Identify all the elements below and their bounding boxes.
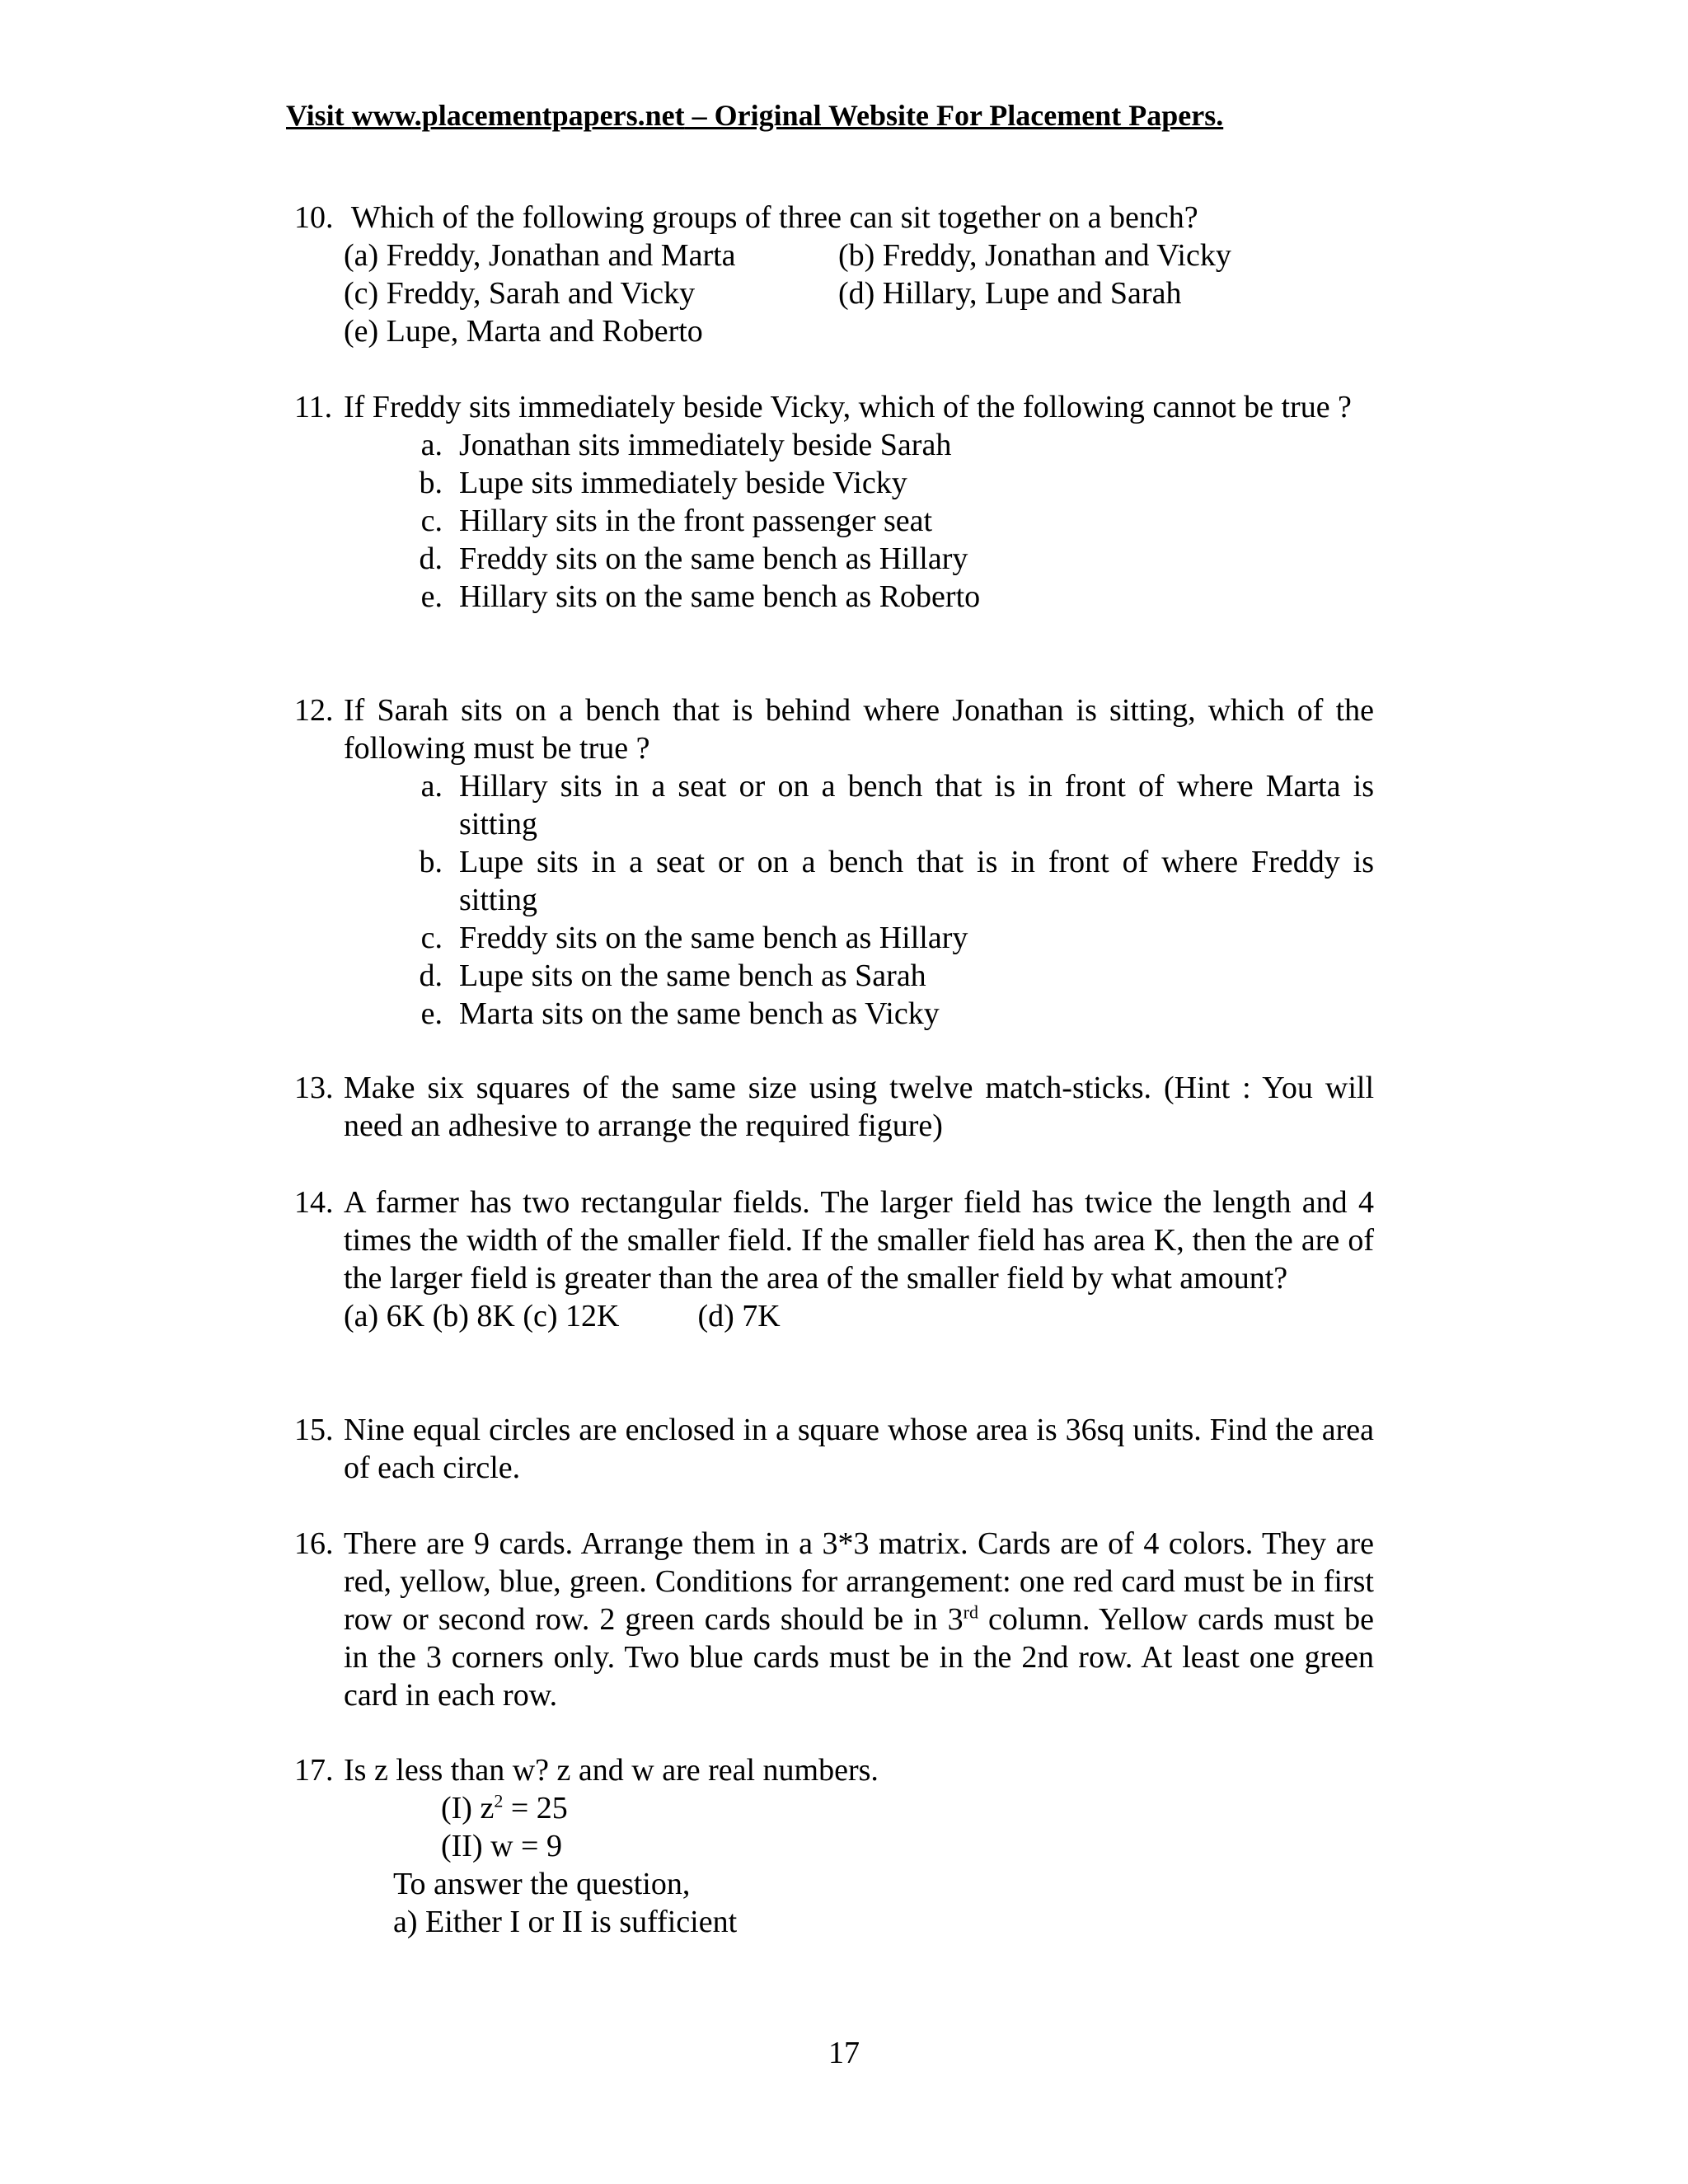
question-text-part: There are 9 cards. Arrange them in a 3*3 matrix. Cards are of 4 colors. They are red, yellow, blue, green. Conditions for arrangement: one red card must be in first row or second row. 2 green cards should be in 3 — [344, 1526, 1374, 1637]
question-15 — [294, 1411, 1374, 1487]
option-text: Hillary sits on the same bench as Roberto — [459, 579, 981, 614]
option-text: Freddy sits on the same bench as Hillary — [459, 541, 968, 576]
superscript: rd — [963, 1601, 978, 1623]
option-b: (b) Freddy, Jonathan and Vicky — [838, 238, 1231, 273]
list-item — [393, 464, 1374, 502]
option-c: (c) Freddy, Sarah and Vicky — [344, 276, 696, 311]
question-text: If Sarah sits on a bench that is behind where Jonathan is sitting, which of the following must be true ? — [344, 693, 1374, 766]
question-text: Make six squares of the same size using twelve match-sticks. (Hint : You will need an adhesive to arrange the required figure) — [344, 1071, 1374, 1143]
answer-options: (a) 6K (b) 8K (c) 12K (d) 7K — [344, 1299, 781, 1333]
option-text: Hillary sits in a seat or on a bench that is in front of where Marta is sitting — [459, 769, 1374, 841]
question-number: 11. — [294, 390, 333, 424]
question-text: Nine equal circles are enclosed in a square whose area is 36sq units. Find the area of each circle. — [344, 1413, 1374, 1485]
question-number: 17. — [294, 1753, 334, 1788]
option-a: (a) Freddy, Jonathan and Marta — [344, 238, 736, 273]
question-number: 14. — [294, 1185, 334, 1220]
question-text: A farmer has two rectangular fields. The larger field has twice the length and 4 times the width of the smaller field. If the smaller field has area K, then the are of the larger field is greater than the area of the smaller field by what amount? — [344, 1185, 1374, 1296]
option-letter: d. — [419, 958, 443, 993]
question-10 — [294, 199, 1374, 350]
option-e: (e) Lupe, Marta and Roberto — [344, 314, 703, 349]
question-13 — [294, 1069, 1374, 1145]
question-14 — [294, 1183, 1374, 1335]
option-letter: a. — [420, 769, 443, 804]
option-text: Freddy sits on the same bench as Hillary — [459, 921, 968, 955]
question-text: Is z less than w? z and w are real numbers. — [344, 1753, 879, 1788]
question-number: 13. — [294, 1071, 334, 1105]
option-text: Jonathan sits immediately beside Sarah — [459, 428, 952, 462]
statement-2: (II) w = 9 — [441, 1829, 562, 1863]
question-number: 10. — [294, 200, 334, 235]
option-a: a) Either I or II is sufficient — [393, 1905, 738, 1939]
option-letter: c. — [420, 504, 443, 538]
option-letter: c. — [420, 921, 443, 955]
question-number: 15. — [294, 1413, 334, 1447]
statement-text: = 25 — [503, 1791, 568, 1825]
option-letter: e. — [420, 996, 443, 1031]
site-header — [286, 97, 1357, 134]
list-item — [393, 578, 1374, 616]
option-text: Lupe sits immediately beside Vicky — [459, 466, 907, 500]
option-d: (d) Hillary, Lupe and Sarah — [838, 276, 1182, 311]
question-11 — [294, 388, 1374, 616]
option-text: Lupe sits on the same bench as Sarah — [459, 958, 926, 993]
question-17 — [294, 1751, 1374, 1941]
question-number: 12. — [294, 693, 334, 728]
list-item — [393, 502, 1374, 540]
question-text: Which of the following groups of three can sit together on a bench? — [344, 200, 1198, 235]
statement-1 — [441, 1789, 1374, 1827]
list-item — [393, 767, 1374, 843]
question-text-part: column. Yellow cards must be in the 3 corners only. Two blue cards must be in the 2nd row. At least one green card in each row. — [344, 1602, 1375, 1713]
option-text: Hillary sits in the front passenger seat — [459, 504, 933, 538]
question-16 — [294, 1525, 1374, 1714]
question-text: If Freddy sits immediately beside Vicky, which of the following cannot be true ? — [344, 390, 1352, 424]
list-item — [393, 843, 1374, 919]
answer-prompt: To answer the question, — [393, 1867, 691, 1901]
list-item — [393, 957, 1374, 995]
list-item — [393, 995, 1374, 1033]
list-item — [393, 540, 1374, 578]
superscript: 2 — [494, 1790, 504, 1811]
option-text: Lupe sits in a seat or on a bench that is in front of where Freddy is sitting — [459, 845, 1374, 917]
question-number: 16. — [294, 1526, 334, 1561]
list-item — [393, 919, 1374, 957]
option-letter: a. — [420, 428, 443, 462]
statement-text: (I) z — [441, 1791, 495, 1825]
list-item — [393, 426, 1374, 464]
option-text: Marta sits on the same bench as Vicky — [459, 996, 940, 1031]
option-letter: b. — [419, 845, 443, 879]
option-grid — [344, 237, 1374, 350]
question-text — [344, 1525, 1374, 1714]
option-letter: b. — [419, 466, 443, 500]
header-site-link[interactable]: www.placementpapers.net — [351, 99, 685, 132]
header-visit: Visit — [286, 99, 352, 132]
header-tagline: – Original Website For Placement Papers. — [684, 99, 1224, 132]
option-letter: e. — [420, 579, 443, 614]
page-number: 17 — [828, 2036, 860, 2070]
question-12 — [294, 691, 1374, 1033]
option-letter: d. — [419, 541, 443, 576]
